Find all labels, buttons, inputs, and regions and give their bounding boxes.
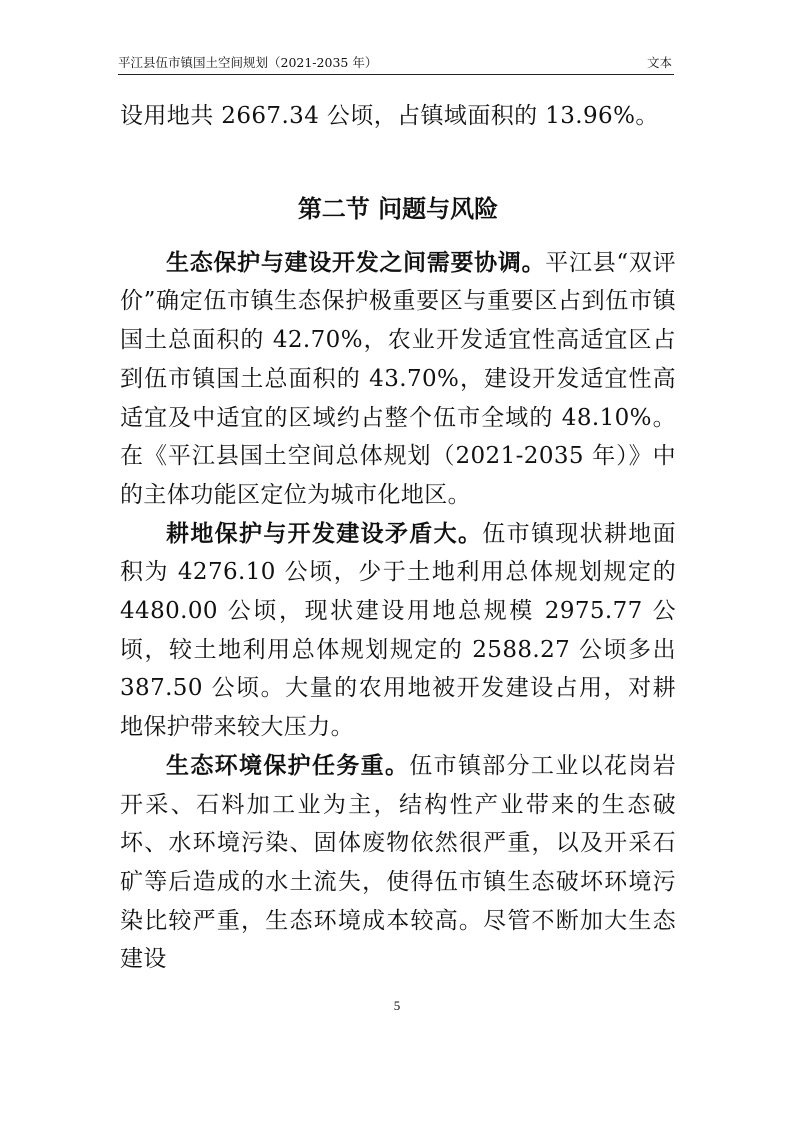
section-title: 第二节 问题与风险 [297, 194, 499, 223]
paragraph-lead: 生态环境保护任务重。 [166, 752, 410, 779]
paragraph-ecology-development [120, 244, 676, 515]
paragraph-environment-protection [120, 747, 676, 979]
paragraph-lead: 生态保护与建设开发之间需要协调。 [166, 249, 546, 276]
page-body [120, 97, 676, 979]
header-document-type: 文本 [646, 55, 672, 70]
paragraph-text: 平江县“双评价”确定伍市镇生态保护极重要区与重要区占到伍市镇国土总面积的 42.70%，农业开发适宜性高适宜区占到伍市镇国土总面积的 43.70%，建设开发适宜性高适宜及中适宜的区域约占整个伍市全域的 48.10%。在《平江县国土空间总体规划（2021-2035 年）》中的主体功能区定位为城市化地区。 [120, 249, 676, 508]
paragraph-farmland-protection [120, 515, 676, 747]
continuation-paragraph: 设用地共 2667.34 公顷，占镇域面积的 13.96%。 [120, 103, 659, 129]
paragraph-text: 伍市镇现状耕地面积为 4276.10 公顷，少于土地利用总体规划规定的 4480.00 公顷，现状建设用地总规模 2975.77 公顷，较土地利用总体规划规定的 2588.27 公顷多出 387.50 公顷。大量的农用地被开发建设占用，对耕地保护带来较大压力。 [120, 520, 677, 741]
paragraph-text: 伍市镇部分工业以花岗岩开采、石料加工业为主，结构性产业带来的生态破坏、水环境污染、固体废物依然很严重，以及开采石矿等后造成的水土流失，使得伍市镇生态破坏环境污染比较严重，生态环境成本较高。尽管不断加大生态建设 [120, 752, 676, 973]
header-document-title: 平江县伍市镇国土空间规划（2021-2035 年） [118, 55, 378, 70]
page-header [118, 52, 674, 75]
page-number: 5 [393, 998, 401, 1013]
paragraph-lead: 耕地保护与开发建设矛盾大。 [166, 520, 483, 547]
